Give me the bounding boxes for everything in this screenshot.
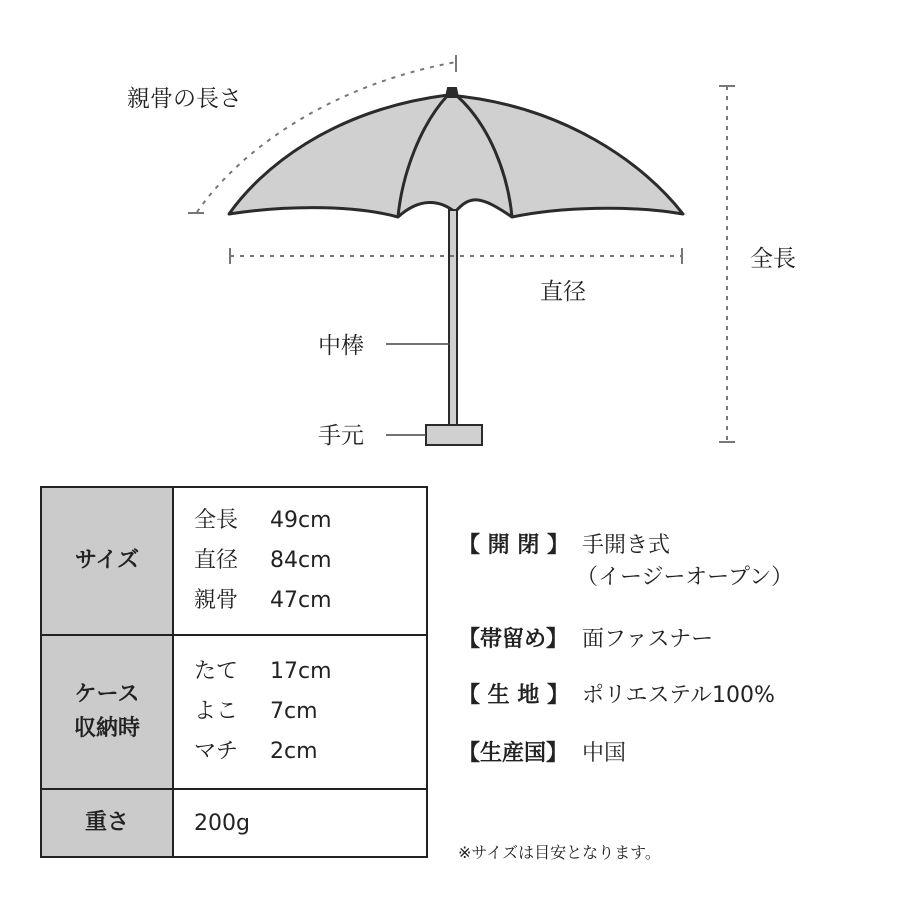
spec-line-width [194,692,426,732]
umbrella-handle [426,425,482,445]
spec-key: 直径 [194,548,239,573]
spec-row-weight [41,789,427,857]
spec-line-height [194,652,426,692]
info-value: 面ファスナー [582,627,714,652]
diameter-label: 直径 [540,279,586,305]
weight-value: 200g [194,810,250,836]
total-length-label: 全長 [750,246,796,272]
spec-line-depth [194,732,426,772]
spec-value: 47cm [270,588,332,613]
info-label: 【生産国】 [458,741,569,766]
spec-value: 7cm [270,699,318,724]
spec-value: 84cm [270,548,332,573]
spec-line-rib [194,581,426,621]
spec-row-size [41,487,427,635]
handle-label: 手元 [318,423,364,449]
spec-line-diameter [194,541,426,581]
spec-value: 2cm [270,739,318,764]
spec-key: たて [194,659,239,684]
info-value [576,530,794,594]
spec-key: 全長 [194,508,239,533]
spec-value: 17cm [270,659,332,684]
shaft-label: 中棒 [318,333,364,359]
info-label: 【 生 地 】 [458,683,569,708]
info-label: 【 開 閉 】 [458,533,569,558]
case-header-line1: ケース [74,682,140,707]
info-label: 【帯留め】 [458,627,569,652]
size-header-label: サイズ [74,548,140,573]
case-values [173,635,427,789]
size-values [173,487,427,635]
weight-header-label: 重さ [84,810,129,835]
info-value: ポリエステル100% [582,683,775,708]
case-header-line2: 収納時 [73,716,140,741]
spec-line-total-length [194,501,426,541]
rib-length-label: 親骨の長さ [127,86,242,112]
size-note: ※サイズは目安となります。 [458,843,661,862]
weight-header [41,789,173,857]
umbrella-shaft [449,210,457,426]
info-value-line1: 手開き式 [582,533,671,558]
spec-value: 49cm [270,508,332,533]
info-value-line2: （イージーオープン） [576,565,794,590]
umbrella-tip [446,88,458,97]
case-header [41,635,173,789]
umbrella-canopy [229,95,683,217]
spec-key: 親骨 [194,588,239,613]
weight-value-cell [173,789,427,857]
size-header [41,487,173,635]
spec-row-case [41,635,427,789]
spec-key: よこ [194,699,239,724]
spec-table [40,486,428,858]
info-value: 中国 [582,741,627,766]
spec-key: マチ [194,739,239,764]
